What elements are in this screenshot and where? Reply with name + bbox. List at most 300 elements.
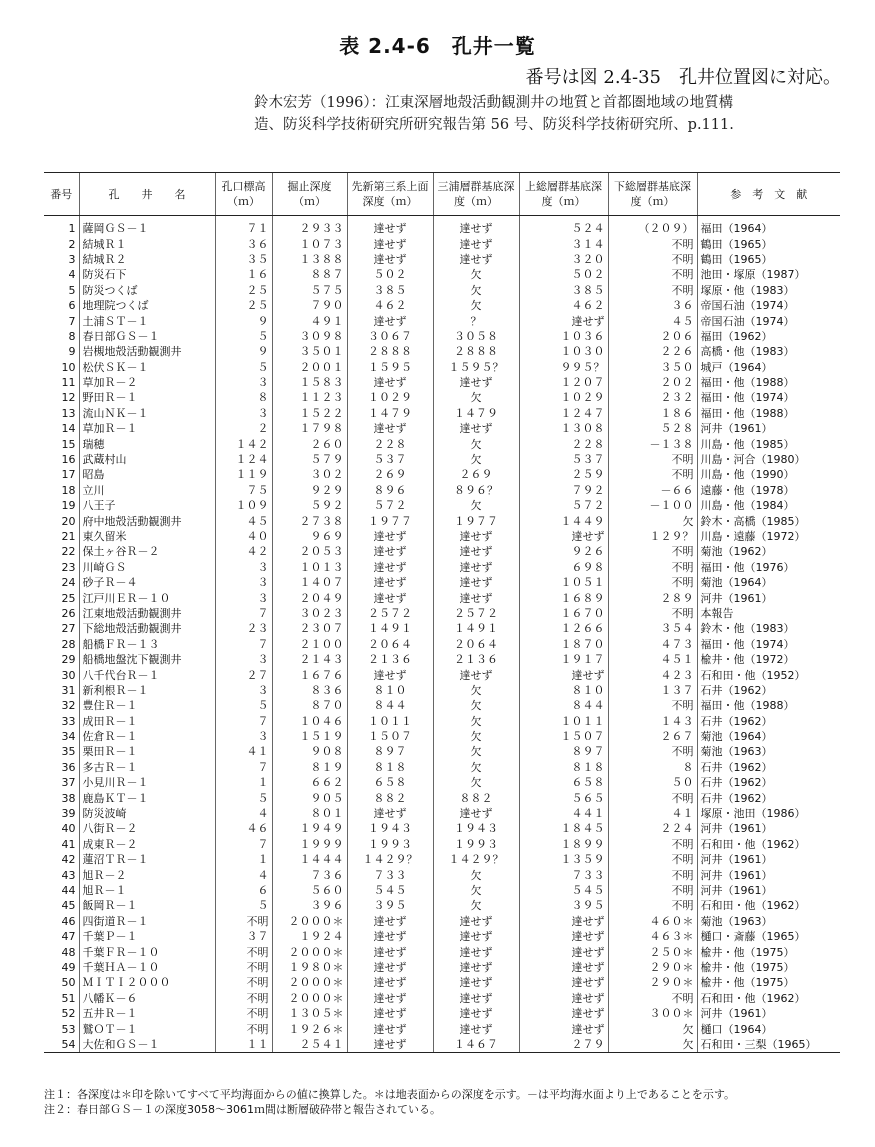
table-row (44, 267, 840, 282)
cell-pre-neogene-depth: １９９３ (347, 837, 433, 852)
cell-shimosa-base-depth: 不明 (608, 867, 697, 882)
table-row (44, 467, 840, 482)
table-row (44, 1021, 840, 1036)
cell-shimosa-base-depth: ４２３ (608, 667, 697, 682)
cell-reference: 塚原・他（1983） (697, 283, 840, 298)
cell-miura-base-depth: ２６９ (433, 467, 519, 482)
cell-number: 24 (61, 576, 76, 590)
cell-pre-neogene-depth: ４６２ (347, 298, 433, 313)
cell-kazusa-base-depth: ８９７ (519, 744, 608, 759)
cell-number: 34 (61, 730, 76, 744)
cell-reference: 福田・他（1988） (697, 698, 840, 713)
table-row (44, 544, 840, 559)
cell-kazusa-base-depth: ４６２ (519, 298, 608, 313)
cell-pre-neogene-depth: ８９７ (347, 744, 433, 759)
cell-reference: 楡井・他（1975） (697, 960, 840, 975)
cell-reference: 石井（1962） (697, 760, 840, 775)
cell-pre-neogene-depth: １０２９ (347, 390, 433, 405)
table-body (44, 216, 840, 1053)
cell-kazusa-base-depth: １０３６ (519, 329, 608, 344)
cell-shimosa-base-depth: １４３ (608, 714, 697, 729)
cell-shimosa-base-depth: ４５ (608, 313, 697, 328)
cell-shimosa-base-depth: 不明 (608, 606, 697, 621)
cell-kazusa-base-depth: １２４７ (519, 406, 608, 421)
cell-pre-neogene-depth: ８１８ (347, 760, 433, 775)
cell-total-depth: ５７９ (272, 452, 347, 467)
cell-miura-base-depth: ２５７２ (433, 606, 519, 621)
header-reference: 参 考 文 献 (697, 173, 840, 216)
cell-reference: 石和田・他（1962） (697, 991, 840, 1006)
cell-well-name: 成田Ｒ－１ (79, 714, 215, 729)
cell-reference: 石井（1962） (697, 714, 840, 729)
cell-number: 25 (61, 591, 76, 605)
cell-shimosa-base-depth: ２６７ (608, 729, 697, 744)
note-line: 注２：春日部ＧＳ－１の深度3058～3061ｍ間は断層破砕帯と報告されている。 (44, 1103, 441, 1116)
cell-pre-neogene-depth: 達せず (347, 929, 433, 944)
cell-shimosa-base-depth: １３７ (608, 683, 697, 698)
cell-well-name: 小見川Ｒ－１ (79, 775, 215, 790)
cell-shimosa-base-depth: ４６０＊ (608, 914, 697, 929)
cell-shimosa-base-depth: ５０ (608, 775, 697, 790)
cell-miura-base-depth: １４６７ (433, 1037, 519, 1053)
cell-total-depth: ２０００＊ (272, 914, 347, 929)
cell-miura-base-depth: 欠 (433, 298, 519, 313)
table-row (44, 667, 840, 682)
cell-pre-neogene-depth: ２８８８ (347, 344, 433, 359)
cell-kazusa-base-depth: １２０７ (519, 375, 608, 390)
cell-elevation: ２５ (215, 283, 272, 298)
cell-miura-base-depth: 欠 (433, 744, 519, 759)
cell-elevation: ４ (215, 867, 272, 882)
cell-total-depth: １４４４ (272, 852, 347, 867)
cell-elevation: 不明 (215, 914, 272, 929)
cell-pre-neogene-depth: ７３３ (347, 867, 433, 882)
cell-elevation: ５ (215, 360, 272, 375)
cell-number: 50 (61, 976, 76, 990)
cell-total-depth: ８１９ (272, 760, 347, 775)
cell-well-name: 船橋ＦＲ－１３ (79, 637, 215, 652)
cell-well-name: 鷲ＯＴ－１ (79, 1021, 215, 1036)
cell-kazusa-base-depth: ５２４ (519, 221, 608, 236)
cell-pre-neogene-depth: 達せず (347, 914, 433, 929)
cell-reference: 河井（1961） (697, 1006, 840, 1021)
header-well-name: 孔 井 名 (79, 173, 215, 216)
cell-elevation: ３５ (215, 252, 272, 267)
table-row (44, 714, 840, 729)
cell-number: 26 (61, 606, 76, 620)
cell-kazusa-base-depth: ８１８ (519, 760, 608, 775)
cell-reference: 石和田・他（1962） (697, 898, 840, 913)
cell-elevation: ５ (215, 790, 272, 805)
cell-miura-base-depth: 達せず (433, 236, 519, 251)
cell-number: 15 (61, 437, 76, 451)
cell-shimosa-base-depth: ３００＊ (608, 1006, 697, 1021)
cell-total-depth: ５６０ (272, 883, 347, 898)
cell-elevation: ４５ (215, 513, 272, 528)
table-row (44, 221, 840, 236)
cell-pre-neogene-depth: ５７２ (347, 498, 433, 513)
cell-well-name: 新利根Ｒ－１ (79, 683, 215, 698)
cell-shimosa-base-depth: ４６３＊ (608, 929, 697, 944)
cell-total-depth: １５２２ (272, 406, 347, 421)
cell-shimosa-base-depth: －１００ (608, 498, 697, 513)
cell-total-depth: １５１９ (272, 729, 347, 744)
cell-elevation: ４２ (215, 544, 272, 559)
cell-pre-neogene-depth: ３８５ (347, 283, 433, 298)
cell-miura-base-depth: 達せず (433, 375, 519, 390)
cell-reference: 帝国石油（1974） (697, 313, 840, 328)
cell-number: 12 (61, 391, 76, 405)
cell-reference: 樋口（1964） (697, 1021, 840, 1036)
cell-miura-base-depth: 達せず (433, 1006, 519, 1021)
cell-total-depth: ２０５３ (272, 544, 347, 559)
cell-miura-base-depth: 欠 (433, 714, 519, 729)
cell-kazusa-base-depth: 達せず (519, 914, 608, 929)
cell-elevation: ３６ (215, 236, 272, 251)
cell-elevation: ３ (215, 406, 272, 421)
cell-reference: 鈴木・他（1983） (697, 621, 840, 636)
header-shimosa-base-depth: 下総層群基底深度（ｍ） (608, 173, 697, 216)
cell-miura-base-depth: 達せず (433, 590, 519, 605)
cell-well-name: 野田Ｒ－１ (79, 390, 215, 405)
cell-shimosa-base-depth: ４５１ (608, 652, 697, 667)
cell-miura-base-depth: 欠 (433, 452, 519, 467)
cell-reference: 福田・他（1974） (697, 390, 840, 405)
cell-shimosa-base-depth: 不明 (608, 883, 697, 898)
cell-reference: 城戸（1964） (697, 360, 840, 375)
cell-shimosa-base-depth: ４７３ (608, 637, 697, 652)
cell-well-name: 立川 (79, 483, 215, 498)
cell-number: 11 (61, 376, 76, 390)
cell-total-depth: ２０００＊ (272, 944, 347, 959)
cell-kazusa-base-depth: １９１７ (519, 652, 608, 667)
cell-kazusa-base-depth: ２７９ (519, 1037, 608, 1053)
cell-shimosa-base-depth: －１３８ (608, 436, 697, 451)
cell-miura-base-depth: 欠 (433, 498, 519, 513)
cell-kazusa-base-depth: 達せず (519, 960, 608, 975)
cell-reference: 楡井・他（1975） (697, 975, 840, 990)
cell-reference: 池田・塚原（1987） (697, 267, 840, 282)
cell-number: 48 (61, 945, 76, 959)
cell-reference: 福田・他（1976） (697, 560, 840, 575)
cell-pre-neogene-depth: ８８２ (347, 790, 433, 805)
cell-kazusa-base-depth: １８９９ (519, 837, 608, 852)
table-row (44, 375, 840, 390)
cell-number: 20 (61, 514, 76, 528)
cell-number: 31 (61, 683, 76, 697)
cell-total-depth: ２３０７ (272, 621, 347, 636)
cell-shimosa-base-depth: １２９？ (608, 529, 697, 544)
cell-shimosa-base-depth: ４１ (608, 806, 697, 821)
cell-total-depth: ９６９ (272, 529, 347, 544)
cell-number: 18 (61, 483, 76, 497)
cell-reference: 石井（1962） (697, 790, 840, 805)
cell-kazusa-base-depth: １３０８ (519, 421, 608, 436)
table-row (44, 652, 840, 667)
cell-reference: 河井（1961） (697, 590, 840, 605)
cell-pre-neogene-depth: 達せず (347, 421, 433, 436)
cell-number: 27 (61, 622, 76, 636)
cell-pre-neogene-depth: ３０６７ (347, 329, 433, 344)
cell-pre-neogene-depth: ５３７ (347, 452, 433, 467)
table-row (44, 729, 840, 744)
cell-kazusa-base-depth: １３５９ (519, 852, 608, 867)
cell-kazusa-base-depth: １８７０ (519, 637, 608, 652)
cell-kazusa-base-depth: 達せず (519, 529, 608, 544)
cell-pre-neogene-depth: １４７９ (347, 406, 433, 421)
cell-miura-base-depth: １５９５？ (433, 360, 519, 375)
cell-shimosa-base-depth: 不明 (608, 898, 697, 913)
well-list-table (44, 172, 840, 1053)
cell-number: 28 (61, 637, 76, 651)
cell-reference: 本報告 (697, 606, 840, 621)
cell-total-depth: １６７６ (272, 667, 347, 682)
cell-number: 21 (61, 530, 76, 543)
table-row (44, 313, 840, 328)
cell-elevation: 不明 (215, 975, 272, 990)
cell-kazusa-base-depth: １２６６ (519, 621, 608, 636)
cell-kazusa-base-depth: 達せず (519, 975, 608, 990)
cell-well-name: ＭＩＴＩ２０００ (79, 975, 215, 990)
cell-reference: 鈴木・高橋（1985） (697, 513, 840, 528)
cell-pre-neogene-depth: ８１０ (347, 683, 433, 698)
table-row (44, 744, 840, 759)
cell-pre-neogene-depth: 達せず (347, 529, 433, 544)
cell-elevation: ３ (215, 375, 272, 390)
cell-number: 6 (68, 299, 76, 313)
cell-total-depth: ９０８ (272, 744, 347, 759)
cell-total-depth: ５９２ (272, 498, 347, 513)
cell-kazusa-base-depth: ３２０ (519, 252, 608, 267)
cell-well-name: 東久留米 (79, 529, 215, 544)
cell-number: 10 (61, 360, 76, 374)
table-subtitle: 番号は図 2.4-35 孔井位置図に対応。 (525, 67, 841, 88)
cell-kazusa-base-depth: １０２９ (519, 390, 608, 405)
cell-kazusa-base-depth: ５４５ (519, 883, 608, 898)
cell-total-depth: １３０５＊ (272, 1006, 347, 1021)
cell-total-depth: １７９８ (272, 421, 347, 436)
cell-miura-base-depth: 欠 (433, 898, 519, 913)
cell-elevation: ７５ (215, 483, 272, 498)
cell-shimosa-base-depth: 欠 (608, 1037, 697, 1053)
header-pre-neogene-depth: 先新第三系上面深度（ｍ） (347, 173, 433, 216)
cell-pre-neogene-depth: １９７７ (347, 513, 433, 528)
cell-total-depth: ２９３３ (272, 221, 347, 236)
cell-pre-neogene-depth: ２１３６ (347, 652, 433, 667)
cell-total-depth: ９０５ (272, 790, 347, 805)
cell-kazusa-base-depth: 達せず (519, 1006, 608, 1021)
cell-miura-base-depth: 欠 (433, 436, 519, 451)
cell-elevation: 不明 (215, 960, 272, 975)
cell-kazusa-base-depth: １０１１ (519, 714, 608, 729)
table-row (44, 821, 840, 836)
cell-pre-neogene-depth: 達せず (347, 236, 433, 251)
table-row (44, 637, 840, 652)
cell-shimosa-base-depth: ２０２ (608, 375, 697, 390)
cell-total-depth: ４９１ (272, 313, 347, 328)
cell-reference: 菊池（1963） (697, 744, 840, 759)
table-row (44, 760, 840, 775)
cell-reference: 河井（1961） (697, 852, 840, 867)
cell-total-depth: ２１００ (272, 637, 347, 652)
cell-well-name: 大佐和ＧＳ－１ (79, 1037, 215, 1053)
cell-pre-neogene-depth: 達せず (347, 544, 433, 559)
table-row (44, 360, 840, 375)
cell-well-name: 八幡Ｋ－６ (79, 991, 215, 1006)
cell-total-depth: ３０２ (272, 467, 347, 482)
cell-well-name: 松伏ＳＫ－１ (79, 360, 215, 375)
cell-total-depth: ２００１ (272, 360, 347, 375)
cell-elevation: ７ (215, 837, 272, 852)
cell-well-name: 結城Ｒ２ (79, 252, 215, 267)
cell-pre-neogene-depth: ６５８ (347, 775, 433, 790)
table-row (44, 621, 840, 636)
cell-total-depth: ２０００＊ (272, 991, 347, 1006)
cell-miura-base-depth: ８８２ (433, 790, 519, 805)
cell-shimosa-base-depth: ３５０ (608, 360, 697, 375)
cell-miura-base-depth: １９９３ (433, 837, 519, 852)
table-row (44, 806, 840, 821)
source-line: 鈴木宏芳（1996）：江東深層地殻活動観測井の地質と首都圏地域の地質構 (254, 95, 734, 111)
table-row (44, 898, 840, 913)
cell-pre-neogene-depth: 達せず (347, 375, 433, 390)
cell-number: 52 (61, 1007, 76, 1021)
cell-shimosa-base-depth: 不明 (608, 837, 697, 852)
cell-miura-base-depth: ３０５８ (433, 329, 519, 344)
cell-shimosa-base-depth: ２９０＊ (608, 960, 697, 975)
cell-elevation: １４２ (215, 436, 272, 451)
cell-number: 45 (61, 899, 76, 913)
cell-reference: 川島・他（1984） (697, 498, 840, 513)
table-row (44, 960, 840, 975)
cell-shimosa-base-depth: ５２８ (608, 421, 697, 436)
table-row (44, 883, 840, 898)
cell-elevation: ３ (215, 575, 272, 590)
cell-kazusa-base-depth: ３８５ (519, 283, 608, 298)
cell-miura-base-depth: 達せず (433, 421, 519, 436)
cell-kazusa-base-depth: 達せず (519, 991, 608, 1006)
cell-well-name: 鹿島ＫＴ－１ (79, 790, 215, 805)
table-row (44, 775, 840, 790)
cell-kazusa-base-depth: ２５９ (519, 467, 608, 482)
cell-total-depth: ２０００＊ (272, 975, 347, 990)
cell-elevation: ９ (215, 313, 272, 328)
cell-total-depth: １３８８ (272, 252, 347, 267)
cell-shimosa-base-depth: ２５０＊ (608, 944, 697, 959)
cell-total-depth: ２７３８ (272, 513, 347, 528)
cell-miura-base-depth: 達せず (433, 960, 519, 975)
cell-miura-base-depth: 欠 (433, 729, 519, 744)
cell-total-depth: １４０７ (272, 575, 347, 590)
table-row (44, 252, 840, 267)
table-row (44, 975, 840, 990)
cell-number: 43 (61, 868, 76, 882)
table-row (44, 498, 840, 513)
cell-total-depth: ３９６ (272, 898, 347, 913)
cell-kazusa-base-depth: 達せず (519, 929, 608, 944)
cell-elevation: ７ (215, 714, 272, 729)
cell-well-name: 草加Ｒ－２ (79, 375, 215, 390)
table-row (44, 914, 840, 929)
cell-number: 22 (61, 545, 76, 559)
cell-well-name: 豊住Ｒ－１ (79, 698, 215, 713)
cell-elevation: ５ (215, 329, 272, 344)
cell-pre-neogene-depth: 達せず (347, 252, 433, 267)
cell-shimosa-base-depth: ２８９ (608, 590, 697, 605)
cell-pre-neogene-depth: 達せず (347, 667, 433, 682)
cell-shimosa-base-depth: ３６ (608, 298, 697, 313)
cell-number: 29 (61, 653, 76, 667)
cell-shimosa-base-depth: 不明 (608, 267, 697, 282)
table-row (44, 944, 840, 959)
cell-number: 13 (61, 406, 76, 420)
table-row (44, 683, 840, 698)
cell-miura-base-depth: 達せず (433, 991, 519, 1006)
cell-elevation: １ (215, 775, 272, 790)
cell-reference: 福田（1964） (697, 221, 840, 236)
cell-shimosa-base-depth: ２２４ (608, 821, 697, 836)
cell-elevation: １６ (215, 267, 272, 282)
cell-reference: 鶴田（1965） (697, 252, 840, 267)
cell-miura-base-depth: 欠 (433, 760, 519, 775)
table-row (44, 283, 840, 298)
cell-total-depth: １９２４ (272, 929, 347, 944)
cell-well-name: 岩槻地殻活動観測井 (79, 344, 215, 359)
cell-reference: 石井（1962） (697, 683, 840, 698)
cell-miura-base-depth: ８９６？ (433, 483, 519, 498)
cell-kazusa-base-depth: ５６５ (519, 790, 608, 805)
cell-well-name: 江東地殻活動観測井 (79, 606, 215, 621)
cell-well-name: 結城Ｒ１ (79, 236, 215, 251)
cell-pre-neogene-depth: ５４５ (347, 883, 433, 898)
cell-well-name: 草加Ｒ－１ (79, 421, 215, 436)
table-notes (44, 1087, 735, 1117)
cell-well-name: 防災石下 (79, 267, 215, 282)
cell-total-depth: ８７０ (272, 698, 347, 713)
cell-well-name: 流山ＮＫ－１ (79, 406, 215, 421)
table-title: 表 2.4-6 孔井一覧 (339, 34, 536, 58)
cell-shimosa-base-depth: 不明 (608, 236, 697, 251)
cell-reference: 川島・他（1990） (697, 467, 840, 482)
cell-miura-base-depth: 欠 (433, 390, 519, 405)
cell-miura-base-depth: １４２９？ (433, 852, 519, 867)
cell-kazusa-base-depth: ７９２ (519, 483, 608, 498)
cell-well-name: 千葉Ｐ－１ (79, 929, 215, 944)
cell-kazusa-base-depth: ４４１ (519, 806, 608, 821)
cell-well-name: 武蔵村山 (79, 452, 215, 467)
cell-elevation: ６ (215, 883, 272, 898)
cell-miura-base-depth: 欠 (433, 267, 519, 282)
cell-total-depth: ３０９８ (272, 329, 347, 344)
table-row (44, 436, 840, 451)
cell-elevation: ４ (215, 806, 272, 821)
cell-miura-base-depth: 達せず (433, 806, 519, 821)
header-elevation: 孔口標高（ｍ） (215, 173, 272, 216)
cell-miura-base-depth: １９４３ (433, 821, 519, 836)
cell-miura-base-depth: ２８８８ (433, 344, 519, 359)
cell-kazusa-base-depth: １０３０ (519, 344, 608, 359)
cell-total-depth: ２１４３ (272, 652, 347, 667)
cell-reference: 川島・他（1985） (697, 436, 840, 451)
cell-reference: 川島・河合（1980） (697, 452, 840, 467)
cell-total-depth: １０４６ (272, 714, 347, 729)
cell-miura-base-depth: 欠 (433, 775, 519, 790)
cell-miura-base-depth: ２１３６ (433, 652, 519, 667)
table-row (44, 991, 840, 1006)
cell-elevation: 不明 (215, 1021, 272, 1036)
cell-miura-base-depth: ２０６４ (433, 637, 519, 652)
cell-well-name: 昭島 (79, 467, 215, 482)
